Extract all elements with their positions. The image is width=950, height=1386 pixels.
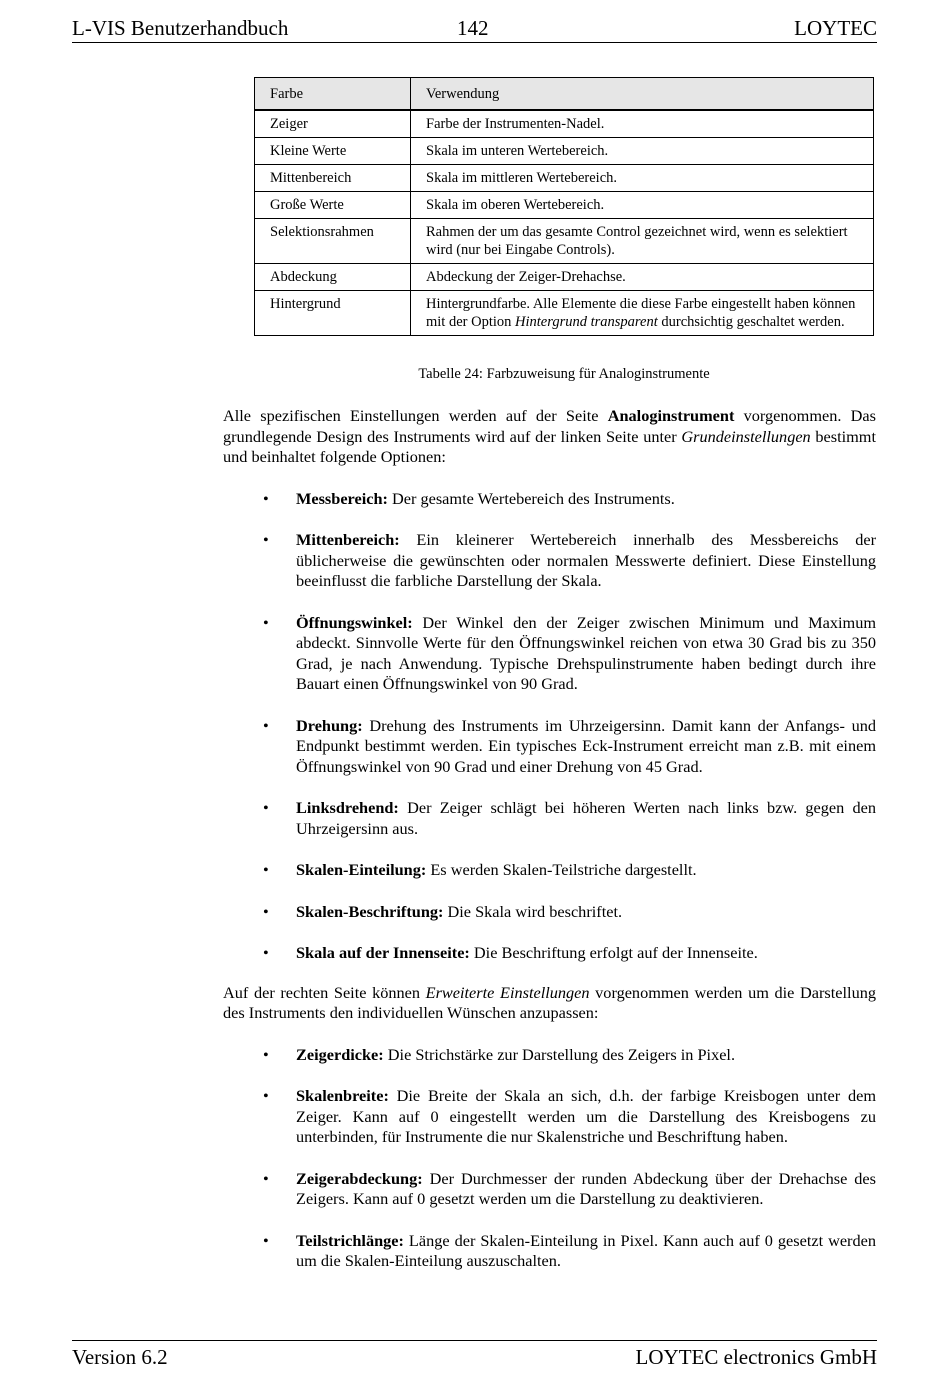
list-item (223, 613, 876, 695)
list-item (223, 943, 876, 964)
text-span: vorgenommen werden um die Darstellung des Instruments den individuellen Wünschen anzupassen: (223, 982, 876, 1022)
table-row (255, 219, 874, 264)
color-assignment-table (254, 77, 874, 336)
bullet-icon: • (263, 901, 269, 921)
list-item (223, 1169, 876, 1210)
table-cell-farbe: Kleine Werte (255, 138, 411, 165)
table-row (255, 110, 874, 138)
advanced-options-list (223, 1045, 876, 1272)
text-span: vorgenommen. Das grundlegende Design des Instruments wird auf der linken Seite unter (223, 406, 876, 446)
text-span: durchsichtig geschaltet werden. (657, 314, 845, 330)
list-item (223, 530, 876, 592)
list-item (223, 860, 876, 881)
text-span: Hintergrundfarbe. Alle Elemente die diese Farbe eingestellt haben können mit der Option (426, 296, 856, 330)
column-header-farbe: Farbe (255, 78, 411, 111)
table-cell-farbe: Mittenbereich (255, 165, 411, 192)
table-caption: Tabelle 24: Farbzuweisung für Analoginstrumente (418, 366, 710, 382)
option-term: Zeigerdicke: (296, 1044, 384, 1064)
list-item (223, 1231, 876, 1272)
option-term: Skalen-Beschriftung: (296, 901, 444, 921)
option-text: Der Zeiger schlägt bei höheren Werten nach links bzw. gegen den Uhrzeigersinn aus. (296, 798, 876, 838)
table-cell-verwendung: Skala im oberen Wertebereich. (411, 192, 874, 219)
bullet-icon: • (263, 1230, 269, 1250)
option-term: Messbereich: (296, 488, 388, 508)
table-cell-farbe: Selektionsrahmen (255, 219, 411, 264)
text-span: bestimmt und beinhaltet folgende Optionen: (223, 426, 876, 466)
table-cell-farbe: Abdeckung (255, 264, 411, 291)
table-cell-farbe: Zeiger (255, 110, 411, 138)
option-term: Teilstrichlänge: (296, 1230, 404, 1250)
option-term: Skalenbreite: (296, 1086, 389, 1105)
table-row (255, 291, 874, 336)
table-header-row (255, 78, 874, 111)
table-row (255, 264, 874, 291)
list-item (223, 798, 876, 839)
body-text (223, 406, 876, 1272)
list-item (223, 902, 876, 923)
bullet-icon: • (263, 715, 269, 735)
option-name-italic: Hintergrund transparent (515, 314, 658, 330)
header-title: L-VIS Benutzerhandbuch (72, 16, 289, 40)
bullet-icon: • (263, 798, 269, 817)
table-row (255, 192, 874, 219)
option-term: Skala auf der Innenseite: (296, 943, 470, 962)
basic-options-list (223, 489, 876, 964)
page-footer (72, 1340, 877, 1369)
option-text: Der Winkel den der Zeiger zwischen Minimum und Maximum abdeckt. Sinnvolle Werte für den Öffnungswinkel reichen von etwa 30 Grad bis zu 350 Grad, je nach Anwendung. Typische Drehspulinstrumente haben bedingt durch ihre Bauart einen Öffnungswinkel von 90 Grad. (296, 612, 876, 693)
table-cell-verwendung: Farbe der Instrumenten-Nadel. (411, 110, 874, 138)
bullet-icon: • (263, 943, 269, 962)
option-text: Drehung des Instruments im Uhrzeigersinn. Damit kann der Anfangs- und Endpunkt bestimmt werden. Ein typisches Eck-Instrument erreicht man z.B. mit einem Öffnungswinkel von 90 Grad und einer Drehung von 45 Grad. (296, 715, 876, 776)
table-cell-verwendung: Abdeckung der Zeiger-Drehachse. (411, 264, 874, 291)
column-header-verwendung: Verwendung (411, 78, 874, 111)
list-item (223, 489, 876, 510)
section-name-italic: Grundeinstellungen (681, 426, 811, 446)
option-text: Die Skala wird beschriftet. (443, 901, 623, 921)
advanced-intro-paragraph (223, 983, 876, 1024)
option-text: Die Strichstärke zur Darstellung des Zeigers in Pixel. (383, 1044, 736, 1064)
list-item (223, 1086, 876, 1148)
section-name-italic: Erweiterte Einstellungen (425, 982, 590, 1002)
list-item (223, 716, 876, 778)
page-header (72, 14, 877, 43)
table-cell-verwendung: Rahmen der um das gesamte Control gezeichnet wird, wenn es selektiert wird (nur bei Eingabe Controls). (411, 219, 874, 264)
option-text: Länge der Skalen-Einteilung in Pixel. Kann auch auf 0 gesetzt werden um die Skalen-Einteilung auszuschalten. (296, 1230, 876, 1270)
option-text: Ein kleinerer Wertebereich innerhalb des Messbereichs der üblicherweise die gewünschten oder normalen Messwerte definiert. Diese Einstellung beeinflusst die farbliche Darstellung der Skala. (296, 530, 876, 590)
bullet-icon: • (263, 1168, 269, 1188)
option-term: Öffnungswinkel: (296, 612, 413, 632)
table-cell-farbe: Große Werte (255, 192, 411, 219)
option-text: Der gesamte Wertebereich des Instruments. (387, 488, 675, 508)
option-text: Die Beschriftung erfolgt auf der Innenseite. (469, 943, 758, 962)
intro-paragraph (223, 406, 876, 468)
text-span: Auf der rechten Seite können (223, 982, 426, 1002)
option-text: Der Durchmesser der runden Abdeckung über der Drehachse des Zeigers. Kann auf 0 gesetzt werden um die Darstellung zu deaktivieren. (296, 1168, 876, 1208)
bullet-icon: • (263, 612, 269, 632)
page-name-bold: Analoginstrument (607, 406, 735, 425)
option-term: Linksdrehend: (296, 798, 399, 817)
text-span: Alle spezifischen Einstellungen werden auf der Seite (223, 406, 608, 425)
table-cell-verwendung: Skala im unteren Wertebereich. (411, 138, 874, 165)
bullet-icon: • (263, 488, 269, 508)
option-term: Drehung: (296, 715, 363, 735)
table-cell-verwendung (411, 291, 874, 336)
table-row (255, 138, 874, 165)
page-number: 142 (457, 16, 489, 40)
bullet-icon: • (263, 1044, 269, 1064)
footer-version: Version 6.2 (72, 1345, 168, 1369)
option-text: Die Breite der Skala an sich, d.h. der farbige Kreisbogen unter dem Zeiger. Kann auf 0 eingestellt werden um die Darstellung des Kreisbogens zu unterbinden, für Instrumente die nur Skalenstriche und Beschriftung haben. (296, 1086, 876, 1146)
option-term: Skalen-Einteilung: (296, 860, 427, 879)
option-text: Es werden Skalen-Teilstriche dargestellt. (426, 860, 697, 879)
table-row (255, 165, 874, 192)
list-item (223, 1045, 876, 1066)
bullet-icon: • (263, 860, 269, 879)
option-term: Zeigerabdeckung: (296, 1168, 423, 1188)
bullet-icon: • (263, 1086, 269, 1105)
header-brand: LOYTEC (794, 16, 877, 40)
footer-company: LOYTEC electronics GmbH (635, 1345, 877, 1369)
table-cell-verwendung: Skala im mittleren Wertebereich. (411, 165, 874, 192)
table-cell-farbe: Hintergrund (255, 291, 411, 336)
option-term: Mittenbereich: (296, 530, 400, 549)
bullet-icon: • (263, 530, 269, 549)
